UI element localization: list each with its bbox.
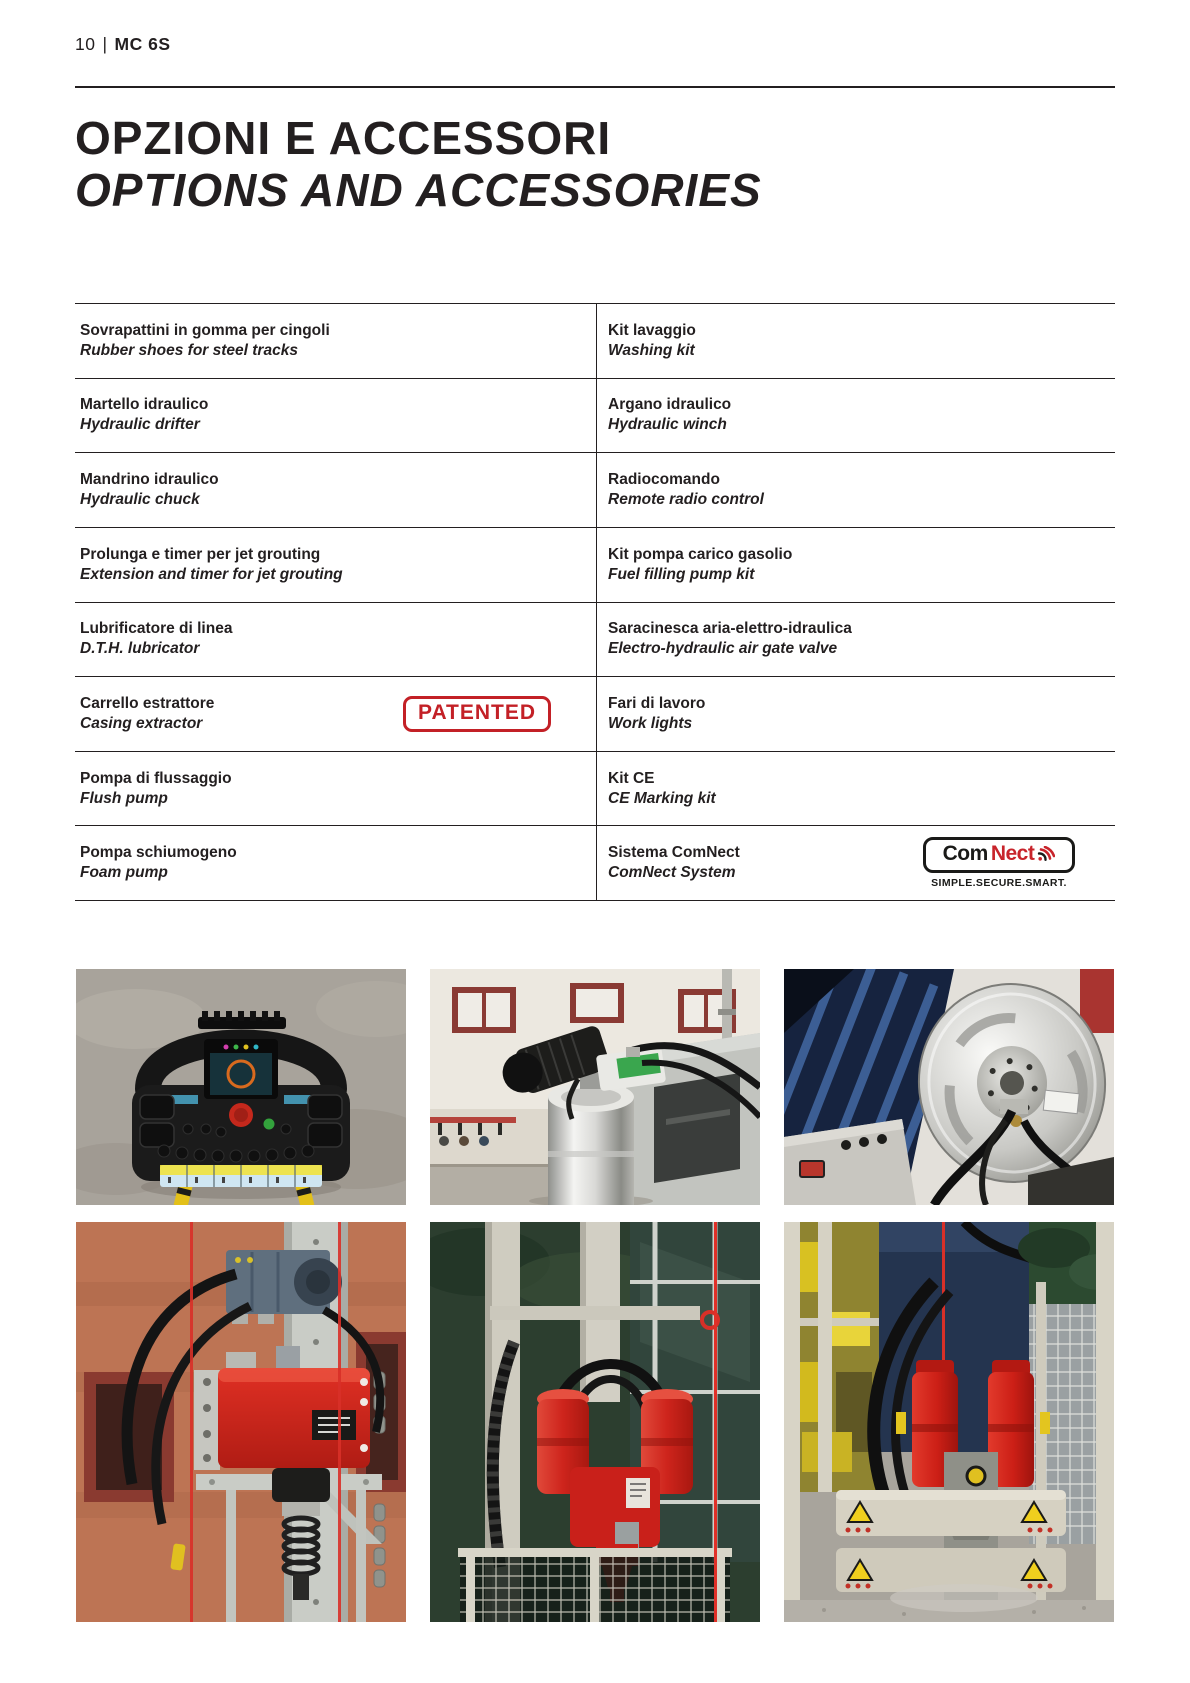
option-name-it: Pompa di flussaggio <box>80 769 232 787</box>
table-cell-right <box>596 603 1115 677</box>
option-name-it: Mandrino idraulico <box>80 471 219 489</box>
option-name-en: Hydraulic drifter <box>80 416 200 434</box>
table-cell-left <box>75 677 596 751</box>
option-name-en: ComNect System <box>608 864 736 882</box>
option-name-en: Flush pump <box>80 789 168 807</box>
option-name-it: Carrello estrattore <box>80 694 215 712</box>
table-cell-left <box>75 304 596 378</box>
option-name-en: Extension and timer for jet grouting <box>80 565 343 583</box>
comnect-logo-box <box>923 837 1075 873</box>
comnect-logo-text-red: Nect <box>990 842 1035 866</box>
table-row <box>75 751 1115 826</box>
option-name-it: Radiocomando <box>608 471 720 489</box>
table-cell-left <box>75 453 596 527</box>
table-row <box>75 676 1115 751</box>
option-name-it: Kit lavaggio <box>608 321 696 339</box>
option-name-en: Washing kit <box>608 341 695 359</box>
table-cell-left <box>75 826 596 900</box>
page-title <box>75 112 762 216</box>
photo-drill-head-mast <box>76 1222 406 1622</box>
option-name-it: Sovrapattini in gomma per cingoli <box>80 321 330 339</box>
page-header <box>75 34 171 55</box>
comnect-tagline: SIMPLE.SECURE.SMART. <box>931 877 1067 890</box>
option-name-it: Fari di lavoro <box>608 694 706 712</box>
table-cell-right <box>596 304 1115 378</box>
line-lubricator-illustration <box>430 969 760 1205</box>
table-row <box>75 825 1115 900</box>
table-cell-left <box>75 752 596 826</box>
page-number: 10 <box>75 34 96 54</box>
option-name-en: Fuel filling pump kit <box>608 565 755 583</box>
option-name-it: Martello idraulico <box>80 396 209 414</box>
option-name-en: Work lights <box>608 714 693 732</box>
hose-reel-illustration <box>784 969 1114 1205</box>
table-row <box>75 527 1115 602</box>
table-row <box>75 602 1115 677</box>
photo-hose-reel <box>784 969 1114 1205</box>
comnect-logo-text-black: Com <box>942 842 988 866</box>
table-cell-right <box>596 677 1115 751</box>
table-cell-left <box>75 528 596 602</box>
option-name-it: Argano idraulico <box>608 396 732 414</box>
drill-head-closeup-illustration <box>430 1222 760 1622</box>
photo-drill-head-closeup <box>430 1222 760 1622</box>
table-cell-right <box>596 379 1115 453</box>
options-table <box>75 303 1115 901</box>
option-name-it: Sistema ComNect <box>608 844 740 862</box>
table-cell-right <box>596 752 1115 826</box>
table-cell-left <box>75 379 596 453</box>
option-name-it: Lubrificatore di linea <box>80 620 233 638</box>
photo-radio-remote-control <box>76 969 406 1205</box>
table-row <box>75 303 1115 378</box>
option-name-it: Kit CE <box>608 769 655 787</box>
table-row <box>75 378 1115 453</box>
option-name-en: D.T.H. lubricator <box>80 640 200 658</box>
option-name-en: Electro-hydraulic air gate valve <box>608 640 838 658</box>
signal-waves-icon <box>1037 846 1055 863</box>
casing-extractor-illustration <box>784 1222 1114 1622</box>
comnect-logo <box>923 837 1075 889</box>
option-name-it: Pompa schiumogeno <box>80 844 237 862</box>
table-cell-right <box>596 528 1115 602</box>
option-name-en: Hydraulic winch <box>608 416 727 434</box>
option-name-en: CE Marking kit <box>608 789 716 807</box>
option-name-en: Hydraulic chuck <box>80 491 200 509</box>
option-name-en: Foam pump <box>80 864 168 882</box>
option-name-en: Rubber shoes for steel tracks <box>80 341 298 359</box>
drill-head-mast-illustration <box>76 1222 406 1622</box>
page-header-separator: | <box>102 34 108 54</box>
page-title-italian: OPZIONI E ACCESSORI <box>75 112 612 164</box>
photo-casing-extractor <box>784 1222 1114 1622</box>
option-name-it: Saracinesca aria-elettro-idraulica <box>608 620 852 638</box>
photo-line-lubricator <box>430 969 760 1205</box>
page-title-english: OPTIONS AND ACCESSORIES <box>75 164 762 216</box>
option-name-en: Remote radio control <box>608 491 764 509</box>
table-cell-right <box>596 453 1115 527</box>
option-name-it: Kit pompa carico gasolio <box>608 545 793 563</box>
patented-stamp: PATENTED <box>403 696 551 732</box>
table-cell-right <box>596 826 1115 900</box>
model-name: MC 6S <box>114 34 171 54</box>
radio-remote-control-illustration <box>76 969 406 1205</box>
table-row <box>75 452 1115 527</box>
table-cell-left <box>75 603 596 677</box>
option-name-en: Casing extractor <box>80 714 203 732</box>
header-rule <box>75 86 1115 88</box>
option-name-it: Prolunga e timer per jet grouting <box>80 545 321 563</box>
